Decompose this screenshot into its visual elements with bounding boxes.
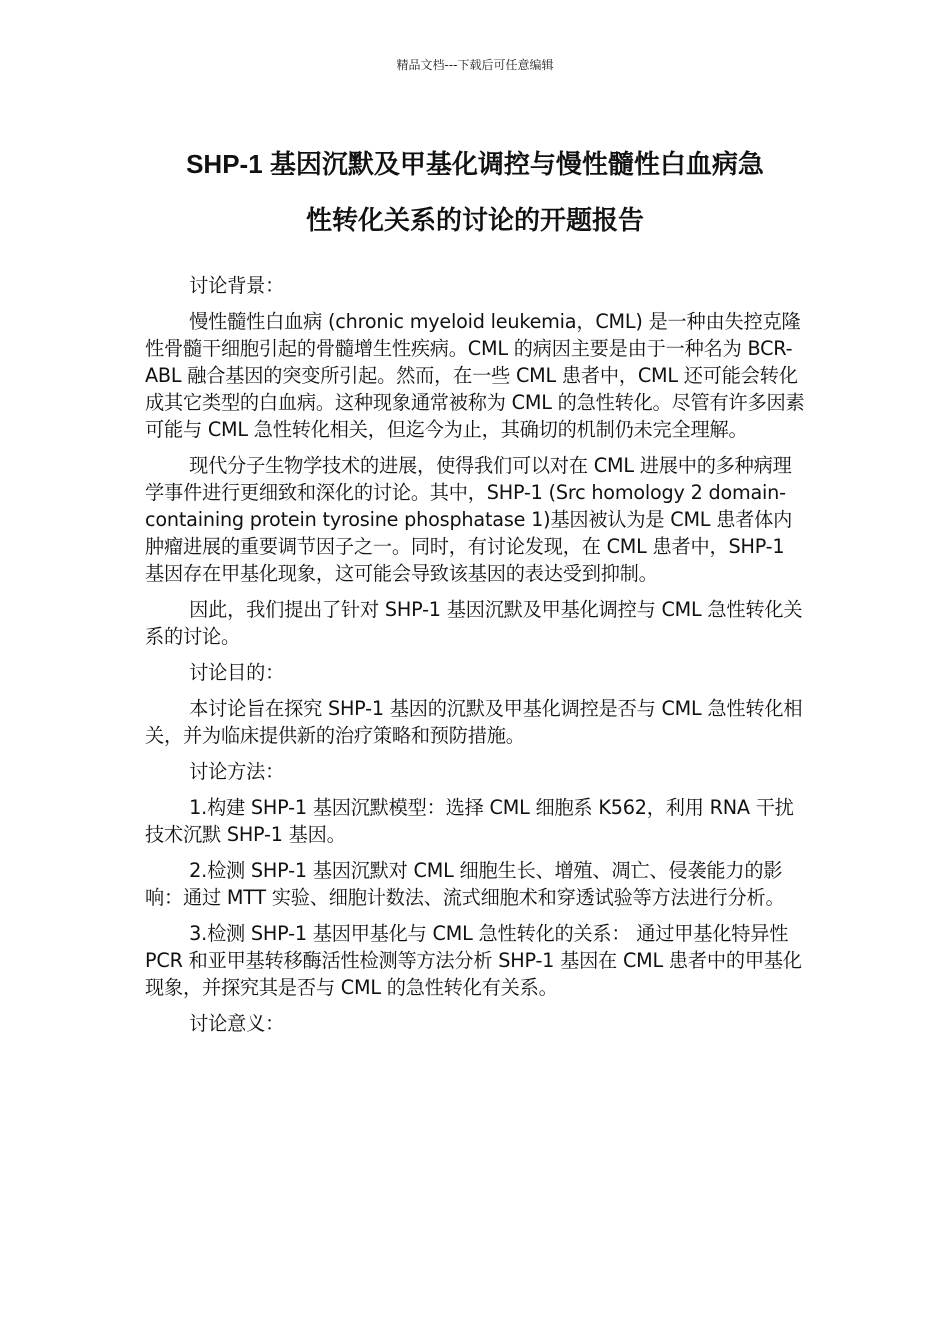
background-paragraph-3: 因此，我们提出了针对 SHP-1 基因沉默及甲基化调控与 CML 急性转化关系的讨论。 (145, 598, 803, 648)
background-paragraph-2: 现代分子生物学技术的进展，使得我们可以对在 CML 进展中的多种病理学事件进行更细致和深化的讨论。其中，SHP-1 (Src homology 2 domain-containing protein tyrosine phosphatase 1)基因被认为是 CML 患者体内肿瘤进展的重要调节因子之一。同时，有讨论发现，在 CML 患者中，SHP-1 基因存在甲基化现象，这可能会导致该基因的表达受到抑制。 (145, 454, 793, 585)
background-paragraph-1: 慢性髓性白血病 (chronic myeloid leukemia，CML) 是一种由失控克隆性骨髓干细胞引起的骨髓增生性疾病。CML 的病因主要是由于一种名为 BCR-ABL 融合基因的突变所引起。然而，在一些 CML 患者中，CML 还可能会转化成其它类型的白血病。这种现象通常被称为 CML 的急性转化。尽管有许多因素可能与 CML 急性转化相关，但迄今为止，其确切的机制仍未完全理解。 (145, 310, 805, 441)
method-item-3: 3.检测 SHP-1 基因甲基化与 CML 急性转化的关系： 通过甲基化特异性 PCR 和亚甲基转移酶活性检测等方法分析 SHP-1 基因在 CML 患者中的甲基化现象，并探究其是否与 CML 的急性转化有关系。 (145, 922, 802, 999)
method-item-1: 1.构建 SHP-1 基因沉默模型：选择 CML 细胞系 K562，利用 RNA 干扰技术沉默 SHP-1 基因。 (145, 796, 794, 846)
method-item-2: 2.检测 SHP-1 基因沉默对 CML 细胞生长、增殖、凋亡、侵袭能力的影响：通过 MTT 实验、细胞计数法、流式细胞术和穿透试验等方法进行分析。 (145, 859, 785, 909)
method-heading: 讨论方法： (189, 760, 285, 783)
purpose-paragraph: 本讨论旨在探究 SHP-1 基因的沉默及甲基化调控是否与 CML 急性转化相关，并为临床提供新的治疗策略和预防措施。 (145, 697, 803, 747)
significance-heading: 讨论意义： (189, 1012, 285, 1035)
document-title (145, 136, 805, 248)
title-line-1: SHP-1 基因沉默及甲基化调控与慢性髓性白血病急 (186, 149, 764, 179)
header-note: 精品文档---下载后可任意编辑 (396, 58, 554, 72)
document-body (145, 272, 807, 1046)
purpose-heading: 讨论目的： (189, 661, 285, 684)
title-line-2: 性转化关系的讨论的开题报告 (305, 205, 644, 235)
background-heading: 讨论背景： (189, 274, 285, 297)
